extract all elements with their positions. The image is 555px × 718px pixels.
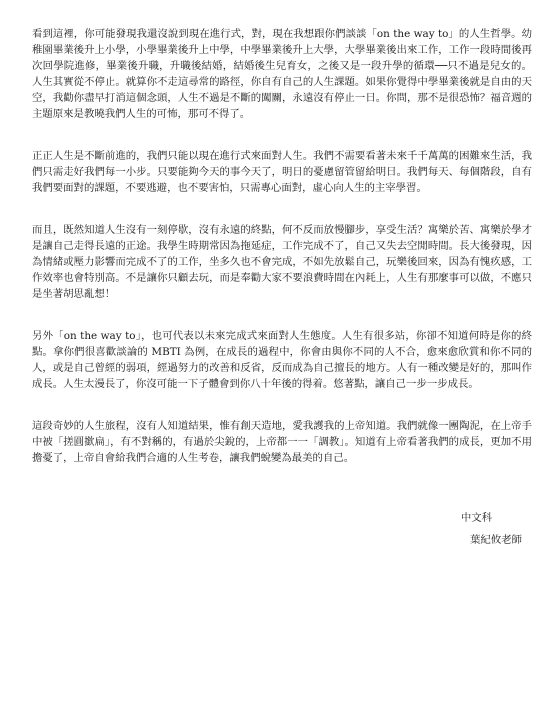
department-signature: 中文科 xyxy=(460,512,492,524)
paragraph-3: 而且，既然知道人生沒有一刻停歇，沒有永遠的終點，何不反而放慢腳步，享受生活？寓樂於苦、寓樂於學才是讓自己走得長遠的正途。我學生時期常因為拖延症，工作完成不了，自己又失去空閒時間。長大後發現，因為情緒或壓力影響而完成不了的工作，坐多久也不會完成，不如先放鬆自己，玩樂後回來，因為有愧疚感，工作效率也會特別高。不是讓你只顧去玩，而是奉勸大家不要浪費時間在內耗上，人生有那麼事可以做，不應只是坐著胡思亂想！ xyxy=(32,224,532,300)
author-signature: 葉紀攸老師 xyxy=(470,534,522,546)
letter-body xyxy=(32,26,532,546)
paragraph-5: 這段奇妙的人生旅程，沒有人知道結果，惟有創天造地，愛我護我的上帝知道。我們就像一團陶泥，在上帝手中被「搓圓撳扁」，有不對稱的，有過於尖銳的，上帝都一一「調教」。知道有上帝看著我們的成長，更加不用擔憂了，上帝自會給我們合適的人生考卷，讓我們蛻變為最美的自己。 xyxy=(32,420,532,464)
paragraph-4: 另外「on the way to」，也可代表以未來完成式來面對人生態度。人生有很多站，你卻不知道何時是你的終點。拿你們很喜歡談論的 MBTI 為例，在成長的過程中，你會由與你不同的人不合，愈來愈欣賞和你不同的人，或是自己曾經的弱項，經過努力的改善和反省，反而成為自己擅長的地方。人有一種改變是好的，那叫作成長。人生太漫長了，你沒可能一下子體會到你八十年後的得着。悠著點，讓自己一步一步成長。 xyxy=(32,330,532,390)
paragraph-2: 正正人生是不斷前進的，我們只能以現在進行式來面對人生。我們不需要看著未來千千萬萬的困難來生活，我們只需走好我們每一小步。只要能夠今天的事今天了，明日的憂慮留管留給明日。我們每天、每個階段，自有我們要面對的課題，不要逃避，也不要害怕，只需專心面對，虛心向人生的主宰學習。 xyxy=(32,150,532,194)
paragraph-1: 看到這裡，你可能發現我還沒說到現在進行式，對，現在我想跟你們談談「on the way to」的人生哲學。幼稚園畢業後升上小學，小學畢業後升上中學，中學畢業後升上大學，大學畢業後出來工作，工作一段時間後再次回學院進修，畢業後升職，升職後結婚，結婚後生兒育女，之後又是一段升學的循環──只不過是兒女的。人生其實從不停止。就算你不走這尋常的路徑，你自有自己的人生課題。如果你覺得中學畢業後就是自由的天空，我勸你盡早打消這個念頭，人生不過是不斷的闖關，永遠沒有停止一日。你問，那不是很恐怖？福音週的主題原來是教曉我們人生的可怖，那可不得了。 xyxy=(32,28,532,120)
